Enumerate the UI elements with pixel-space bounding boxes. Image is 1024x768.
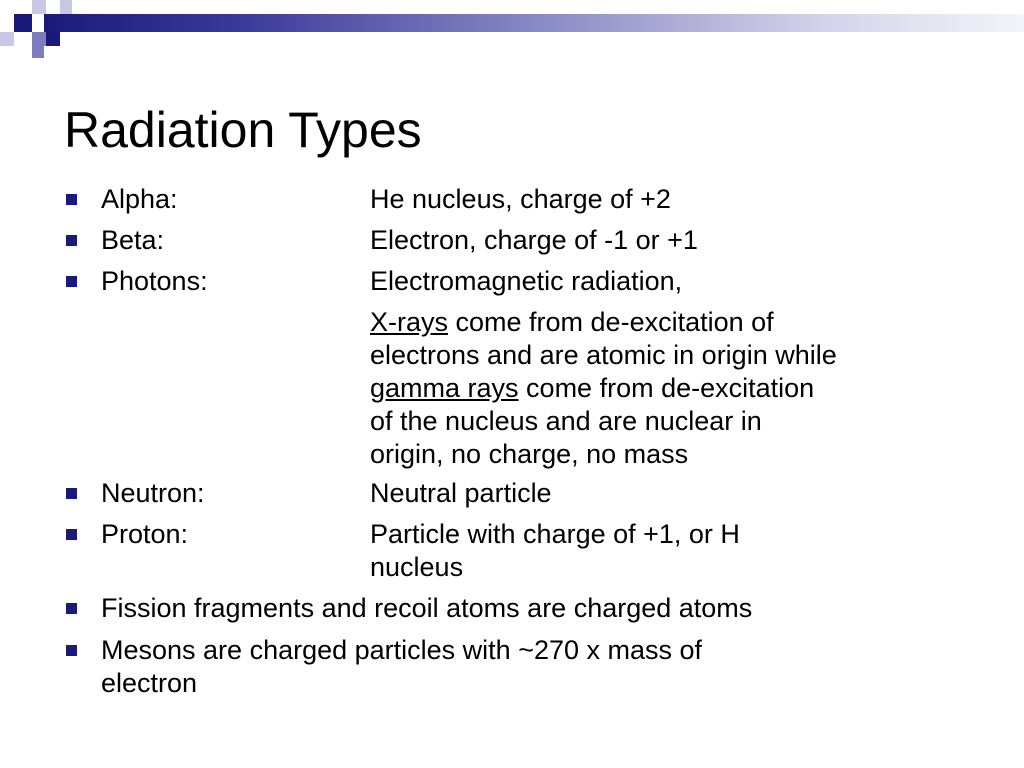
item-term: Beta: (101, 225, 165, 255)
decor-square (14, 14, 32, 32)
item-description: Electromagnetic radiation, (370, 266, 683, 296)
continuation-line-5: origin, no charge, no mass (370, 439, 689, 469)
continuation-text: come from de-excitation of (448, 307, 774, 337)
item-text: Mesons are charged particles with ~270 x mass of (101, 635, 703, 665)
item-term: Photons: (101, 266, 208, 296)
bullet-square-icon (66, 488, 77, 499)
item-term: Alpha: (101, 184, 178, 214)
continuation-text: come from de-excitation (518, 373, 815, 403)
bullet-square-icon (66, 529, 77, 540)
decor-square (0, 32, 14, 46)
header-gradient-bar (44, 14, 1024, 32)
list-item-mesons (0, 634, 1024, 700)
item-term: Proton: (101, 519, 189, 549)
item-description: Particle with charge of +1, or H (370, 519, 740, 549)
continuation-line-2: electrons and are atomic in origin while (370, 340, 837, 370)
bullet-square-icon (66, 194, 77, 205)
bullet-square-icon (66, 603, 77, 614)
decor-square (46, 32, 60, 46)
item-term: Neutron: (101, 478, 205, 508)
decor-square (32, 46, 44, 58)
bullet-square-icon (66, 235, 77, 246)
bullet-square-icon (66, 276, 77, 287)
slide-title: Radiation Types (64, 102, 422, 158)
xrays-term: X-rays (370, 307, 449, 337)
decor-square (60, 0, 72, 14)
header-decoration (0, 0, 1024, 50)
item-description: Neutral particle (370, 478, 552, 508)
bullet-square-icon (66, 645, 77, 656)
continuation-line-3 (370, 372, 814, 405)
item-description: He nucleus, charge of +2 (370, 184, 671, 214)
decor-square (32, 32, 46, 46)
item-description: Electron, charge of -1 or +1 (370, 225, 698, 255)
list-item-proton (0, 518, 1024, 584)
photons-continuation (0, 306, 1024, 471)
decor-square (32, 0, 46, 14)
continuation-line-1 (370, 306, 774, 339)
gamma-rays-term: gamma rays (370, 373, 519, 403)
continuation-line-4: of the nucleus and are nuclear in (370, 406, 762, 436)
item-text: electron (101, 668, 198, 698)
item-description: nucleus (370, 552, 464, 582)
item-text: Fission fragments and recoil atoms are charged atoms (101, 593, 753, 623)
